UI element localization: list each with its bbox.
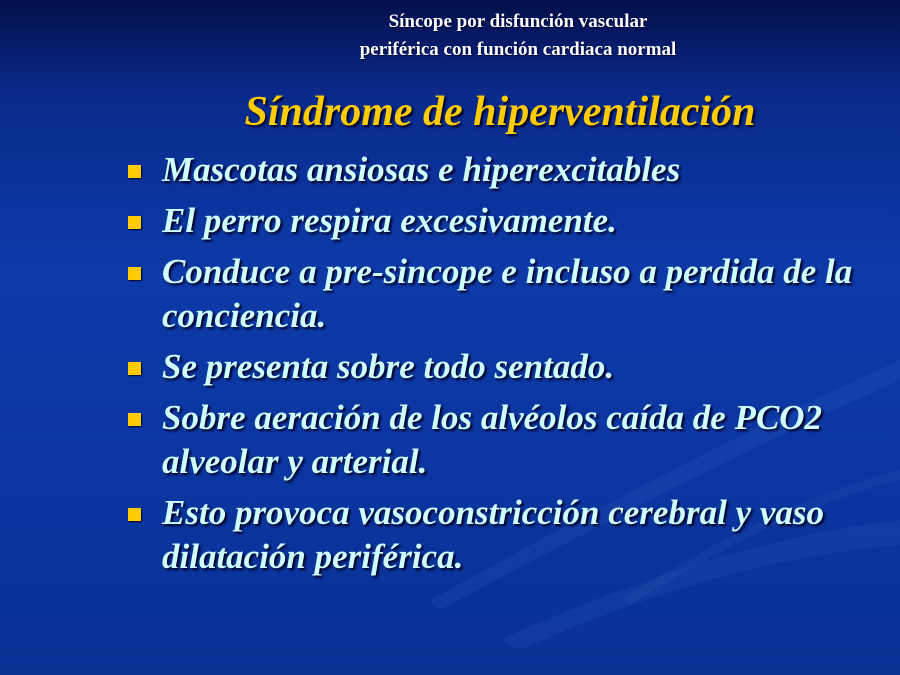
bullet-item [126,199,866,243]
bullet-text: Conduce a pre-sincope e incluso a perdida de la conciencia. [162,252,853,335]
subtitle-line-1: Síncope por disfunción vascular [388,11,648,32]
square-bullet-icon [128,267,141,280]
bullet-item [126,250,866,338]
bullet-text: Sobre aeración de los alvéolos caída de PCO2 alveolar y arterial. [162,398,823,481]
bullet-list [126,148,866,586]
slide-subtitle [268,8,768,64]
subtitle-line-2: periférica con función cardiaca normal [359,39,677,60]
bullet-item [126,345,866,389]
bullet-text: Se presenta sobre todo sentado. [162,347,615,386]
slide-title: Síndrome de hiperventilación [244,89,756,135]
square-bullet-icon [128,508,141,521]
square-bullet-icon [128,362,141,375]
bullet-text: Esto provoca vasoconstricción cerebral y vaso dilatación periférica. [162,493,824,576]
square-bullet-icon [128,216,141,229]
bullet-item [126,396,866,484]
bullet-text: Mascotas ansiosas e hiperexcitables [162,150,681,189]
square-bullet-icon [128,165,141,178]
bullet-item [126,148,866,192]
square-bullet-icon [128,413,141,426]
bullet-item [126,491,866,579]
bullet-text: El perro respira excesivamente. [162,201,617,240]
